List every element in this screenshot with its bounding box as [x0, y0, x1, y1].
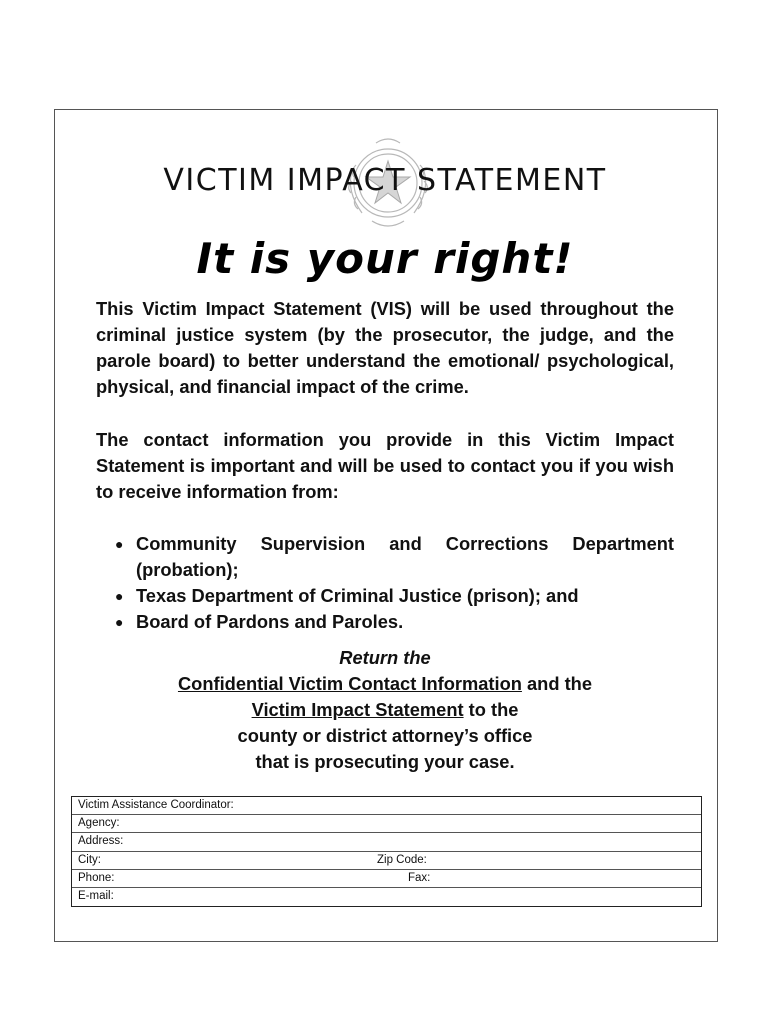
- list-item: [115, 609, 674, 635]
- address-row[interactable]: [72, 833, 701, 851]
- contact-info-form-name: Confidential Victim Contact Information: [177, 673, 522, 694]
- phone-label: Phone:: [78, 871, 115, 884]
- fax-label: Fax:: [408, 871, 431, 884]
- return-line-4: county or district attorney’s office: [237, 725, 533, 746]
- email-label: E-mail:: [78, 889, 114, 902]
- list-item-text: Community Supervision and Corrections Department (probation);: [136, 533, 674, 580]
- return-line-2-suffix: and the: [521, 673, 593, 694]
- return-line-1: Return the: [339, 647, 431, 668]
- list-item-text: Board of Pardons and Paroles.: [136, 611, 404, 632]
- address-label: Address:: [78, 835, 124, 848]
- list-item: [115, 531, 674, 583]
- phone-row[interactable]: [72, 870, 701, 888]
- bullet-icon: ●: [115, 536, 124, 552]
- agency-row[interactable]: [72, 815, 701, 833]
- return-instructions: [0, 645, 770, 775]
- page-subtitle: It is your right!: [196, 234, 574, 283]
- return-line-3: [0, 697, 770, 723]
- zip-label: Zip Code:: [377, 853, 427, 866]
- bullet-icon: ●: [115, 614, 124, 630]
- list-item: [115, 583, 674, 609]
- vis-form-name: Victim Impact Statement: [251, 699, 464, 720]
- agency-label: Agency:: [78, 817, 120, 830]
- return-line-5: that is prosecuting your case.: [255, 751, 515, 772]
- page-title: VICTIM IMPACT STATEMENT: [163, 163, 607, 198]
- bullet-icon: ●: [115, 588, 124, 604]
- city-row[interactable]: [72, 852, 701, 870]
- return-line-2: [0, 671, 770, 697]
- list-item-text: Texas Department of Criminal Justice (prison); and: [136, 585, 579, 606]
- coordinator-row[interactable]: [72, 797, 701, 815]
- email-row[interactable]: [72, 888, 701, 906]
- intro-paragraph: This Victim Impact Statement (VIS) will be used throughout the criminal justice system (by the prosecutor, the judge, and the parole board) to better understand the emotional/ psychological, physical, and financial impact of the crime.: [96, 298, 674, 397]
- return-line-3-suffix: to the: [463, 699, 519, 720]
- coordinator-contact-box: [71, 796, 702, 907]
- city-label: City:: [78, 853, 101, 866]
- contact-info-paragraph: The contact information you provide in this Victim Impact Statement is important and will be used to contact you if you wish to receive information from:: [96, 429, 674, 502]
- coordinator-label: Victim Assistance Coordinator:: [78, 799, 234, 811]
- agency-list: [115, 531, 674, 635]
